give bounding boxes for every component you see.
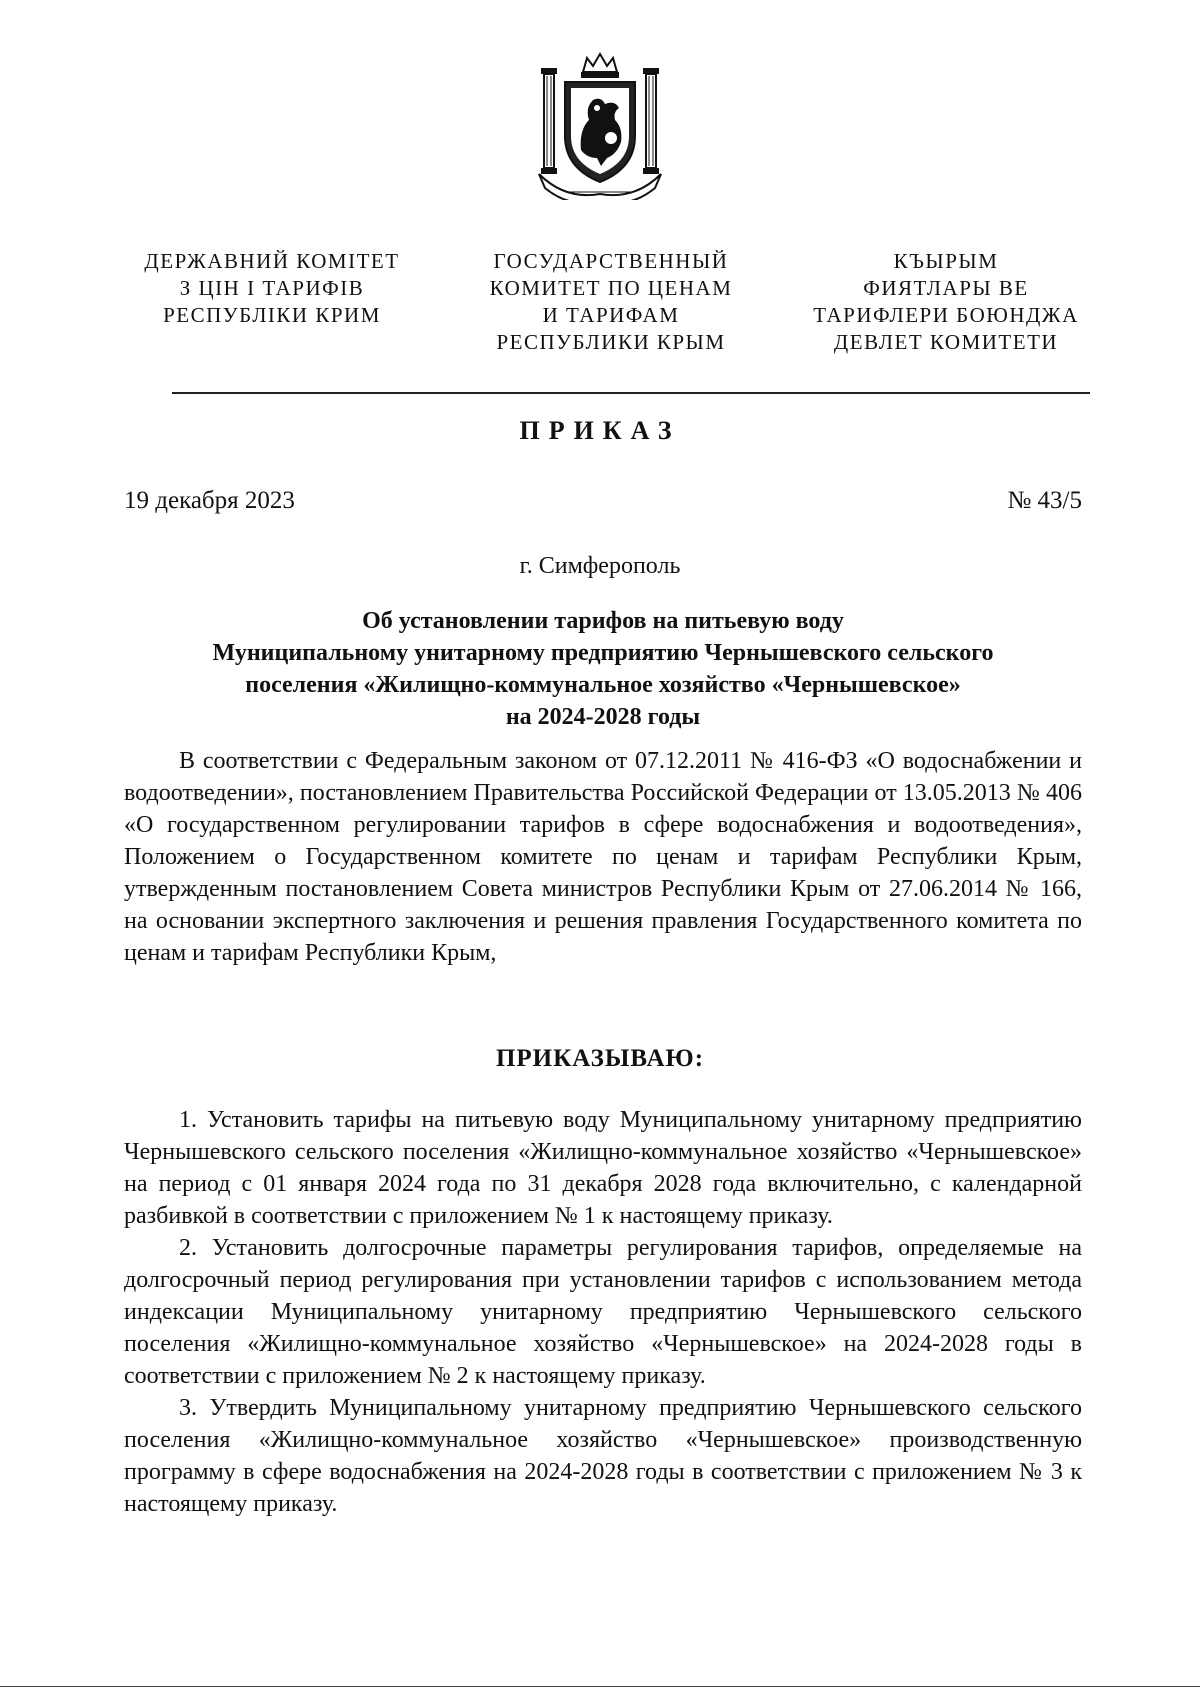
subject-line: Муниципальному унитарному предприятию Чернышевского сельского	[212, 640, 994, 666]
header-line: И ТАРИФАМ	[542, 303, 680, 327]
header-line: КОМИТЕТ ПО ЦЕНАМ	[489, 276, 733, 300]
header-line: ФИЯТЛАРЫ ВЕ	[863, 276, 1029, 300]
document-subject	[124, 605, 1082, 733]
header-line: ГОСУДАРСТВЕННЫЙ	[493, 249, 729, 273]
preamble-paragraph: В соответствии с Федеральным законом от 07.12.2011 № 416-ФЗ «О водоснабжении и водоотведении», постановлением Правительства Российской Федерации от 13.05.2013 № 406 «О государственном регулировании тарифов в сфере водоснабжения и водоотведения», Положением о Государственном комитете по ценам и тарифам Республики Крым, утвержденным постановлением Совета министров Республики Крым от 27.06.2014 № 166, на основании экспертного заключения и решения правления Государственного комитета по ценам и тарифам Республики Крым,	[124, 748, 1082, 966]
header-crimean-tatar-name	[786, 248, 1106, 356]
header-line: РЕСПУБЛИКИ КРЫМ	[496, 330, 726, 354]
subject-line: на 2024-2028 годы	[505, 704, 701, 730]
order-item: 3. Утвердить Муниципальному унитарному предприятию Чернышевского сельского поселения «Жилищно-коммунальное хозяйство «Чернышевское» производственную программу в сфере водоснабжения на 2024-2028 годы в соответствии с приложением № 3 к настоящему приказу.	[124, 1395, 1082, 1517]
header-divider	[172, 392, 1090, 394]
document-type: ПРИКАЗ	[519, 416, 681, 445]
coat-of-arms-icon	[535, 50, 665, 200]
page-bottom-edge	[0, 1686, 1200, 1687]
subject-line: поселения «Жилищно-коммунальное хозяйство «Чернышевское»	[245, 672, 961, 698]
order-items	[124, 1104, 1082, 1520]
order-item: 1. Установить тарифы на питьевую воду Муниципальному унитарному предприятию Чернышевского сельского поселения «Жилищно-коммунальное хозяйство «Чернышевское» на период с 01 января 2024 года по 31 декабря 2028 года включительно, с календарной разбивкой в соответствии с приложением № 1 к настоящему приказу.	[124, 1107, 1082, 1229]
order-heading: ПРИКАЗЫВАЮ:	[495, 1045, 705, 1072]
header-line: З ЦІН І ТАРИФІВ	[179, 276, 365, 300]
header-line: РЕСПУБЛІКИ КРИМ	[163, 303, 381, 327]
header-line: КЪЫРЫМ	[893, 249, 999, 273]
order-item: 2. Установить долгосрочные параметры регулирования тарифов, определяемые на долгосрочный период регулирования при установлении тарифов с использованием метода индексации Муниципальному унитарному предприятию Чернышевского сельского поселения «Жилищно-коммунальное хозяйство «Чернышевское» на 2024-2028 годы в соответствии с приложением № 2 к настоящему приказу.	[124, 1235, 1082, 1389]
header-ukrainian-name	[118, 248, 426, 329]
header-line: ДЕВЛЕТ КОМИТЕТИ	[833, 330, 1059, 354]
subject-line: Об установлении тарифов на питьевую воду	[362, 608, 844, 634]
header-line: ТАРИФЛЕРИ БОЮНДЖА	[813, 303, 1079, 327]
header-line: ДЕРЖАВНИЙ КОМІТЕТ	[144, 249, 400, 273]
header-russian-name	[452, 248, 770, 356]
document-city: г. Симферополь	[519, 553, 681, 579]
document-number: № 43/5	[1007, 487, 1082, 514]
document-date: 19 декабря 2023	[124, 487, 295, 514]
